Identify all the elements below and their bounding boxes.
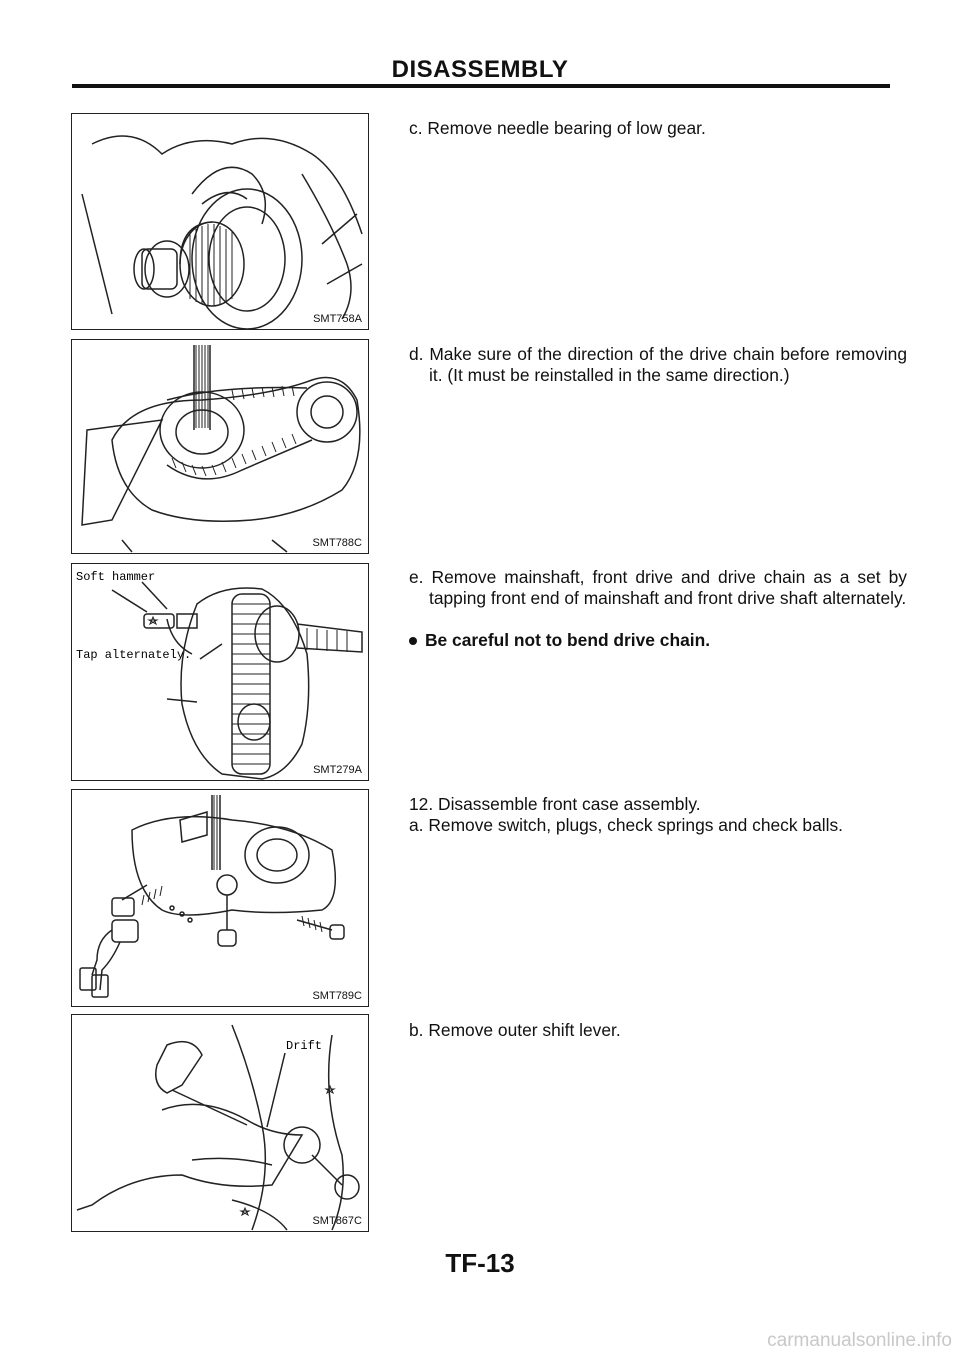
step-e-note [409,630,887,651]
figure-front-case [71,789,369,1007]
label-tap-alternately: Tap alternately. [76,648,192,662]
figure-outer-shift-lever [71,1014,369,1232]
step-b: b. Remove outer shift lever. [409,1020,621,1040]
figure-code: SMT789C [312,990,362,1002]
label-drift: Drift [286,1039,323,1053]
label-soft-hammer: Soft hammer [76,570,156,584]
header-rule [72,84,890,88]
page-number: TF-13 [445,1248,515,1278]
note-text: Be careful not to bend drive chain. [425,630,711,650]
page-header-title: DISASSEMBLY [391,56,569,83]
mainshaft-illustration [72,564,369,781]
front-case-illustration [72,790,369,1007]
figure-code: SMT758A [313,313,362,325]
outer-shift-lever-illustration [72,1015,369,1232]
drive-chain-illustration [72,340,369,554]
step-12: 12. Disassemble front case assembly. [409,794,701,814]
figure-tap-alternately [71,563,369,781]
figure-needle-bearing [71,113,369,330]
step-d: d. Make sure of the direction of the drive chain before removing it. (It must be reinstalled in the same direction.) [409,344,907,385]
step-a: a. Remove switch, plugs, check springs and check balls. [409,815,844,835]
figure-drive-chain [71,339,369,554]
figure-code: SMT788C [312,537,362,549]
figure-code: SMT867C [312,1215,362,1227]
needle-bearing-illustration [72,114,369,330]
figure-code: SMT279A [313,764,362,776]
bullet-icon [409,637,417,645]
step-e: e. Remove mainshaft, front drive and drive chain as a set by tapping front end of mainshaft and front drive shaft alternately. [409,567,907,608]
watermark: carmanualsonline.info [767,1330,952,1351]
step-c: c. Remove needle bearing of low gear. [409,118,706,138]
